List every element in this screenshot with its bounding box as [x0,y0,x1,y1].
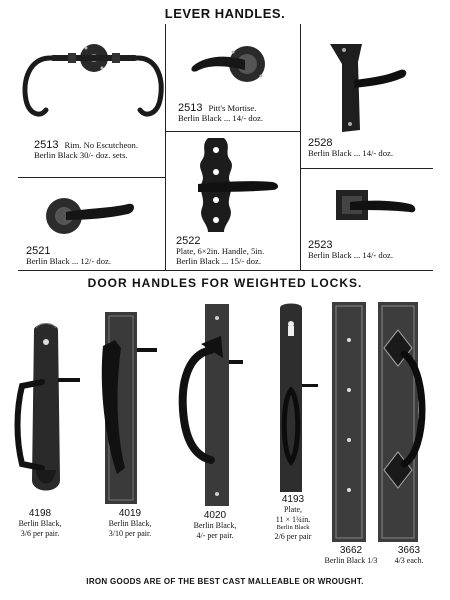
item-price: 2/6 per pair [274,532,312,541]
divider [166,131,300,132]
lever-caption-2521 [26,246,111,266]
item-number: 4193 [281,494,305,505]
item-finish: Berlin Black, [108,519,152,528]
item-number: 2513 [34,139,59,151]
lever-handle-2523-illustration [330,186,420,236]
footer-note: IRON GOODS ARE OF THE BEST CAST MALLEABLE OR WROUGHT. [86,577,364,586]
lever-handle-2513-rim-illustration [18,30,166,130]
lever-handles-heading: LEVER HANDLES. [164,6,286,21]
item-description: Rim. No Escutcheon. [64,140,138,150]
item-price: Berlin Black ... 14/- doz. [308,250,393,260]
divider [301,168,433,169]
door-handle-3663-illustration [374,300,432,544]
door-handle-4193-illustration [270,300,320,500]
door-handles-heading: DOOR HANDLES FOR WEIGHTED LOCKS. [87,276,363,290]
divider [18,177,165,178]
lever-handle-2521-illustration [40,192,140,242]
item-finish: Berlin Black, [18,519,62,528]
item-price: 4/3 each. [394,556,424,565]
item-price: Berlin Black ... 14/- doz. [308,148,393,158]
item-number: 2521 [26,245,51,257]
item-price: Berlin Black ... 15/- doz. [176,256,261,266]
item-price: 3/6 per pair. [20,528,60,538]
door-handle-4020-illustration [175,300,245,510]
item-finish: Berlin Black [276,524,310,531]
item-number: 2523 [308,239,333,251]
lever-handle-2513-pitts-illustration [185,36,275,96]
item-description: Pitt's Mortise. [208,103,257,113]
lever-caption-2513-rim [34,140,138,160]
item-number: 2522 [176,235,201,247]
item-number: 4020 [203,510,227,521]
door-caption-4020 [180,510,250,540]
door-handle-4019-illustration [95,308,165,508]
door-caption-4019 [95,508,165,538]
lever-caption-2513-pitts [178,103,263,123]
item-number: 4198 [28,508,52,519]
door-caption-3663 [384,545,434,566]
lever-handle-2528-illustration [320,40,410,140]
item-number: 2528 [308,137,333,149]
item-number: 2513 [178,102,203,114]
item-description: Plate, 6×2in. Handle, 5in. [176,246,265,256]
item-price: Berlin Black ... 12/- doz. [26,256,111,266]
lever-caption-2523 [308,240,393,260]
item-price: Berlin Black 30/- doz. sets. [34,150,128,160]
divider [18,270,433,271]
divider [300,24,301,270]
item-price: 3/10 per pair. [108,528,152,538]
item-price: Berlin Black ... 14/- doz. [178,113,263,123]
item-finish: Berlin Black, [193,521,237,530]
lever-caption-2522 [176,236,264,266]
item-price: 4/- per pair. [196,530,234,540]
item-number: 3662 [339,545,363,556]
lever-handle-2522-illustration [190,136,290,236]
item-size: 11 × 1¾in. [275,514,311,524]
door-handle-3662-illustration [328,300,370,544]
door-handle-4198-illustration [14,320,84,500]
door-caption-4198 [10,508,70,538]
item-number: 3663 [397,545,421,556]
door-caption-4193 [262,494,324,542]
lever-caption-2528 [308,138,393,158]
item-number: 4019 [118,508,142,519]
item-price: Berlin Black 1/3 [324,556,378,565]
item-description: Plate, [284,505,302,514]
door-caption-3662 [318,545,384,566]
